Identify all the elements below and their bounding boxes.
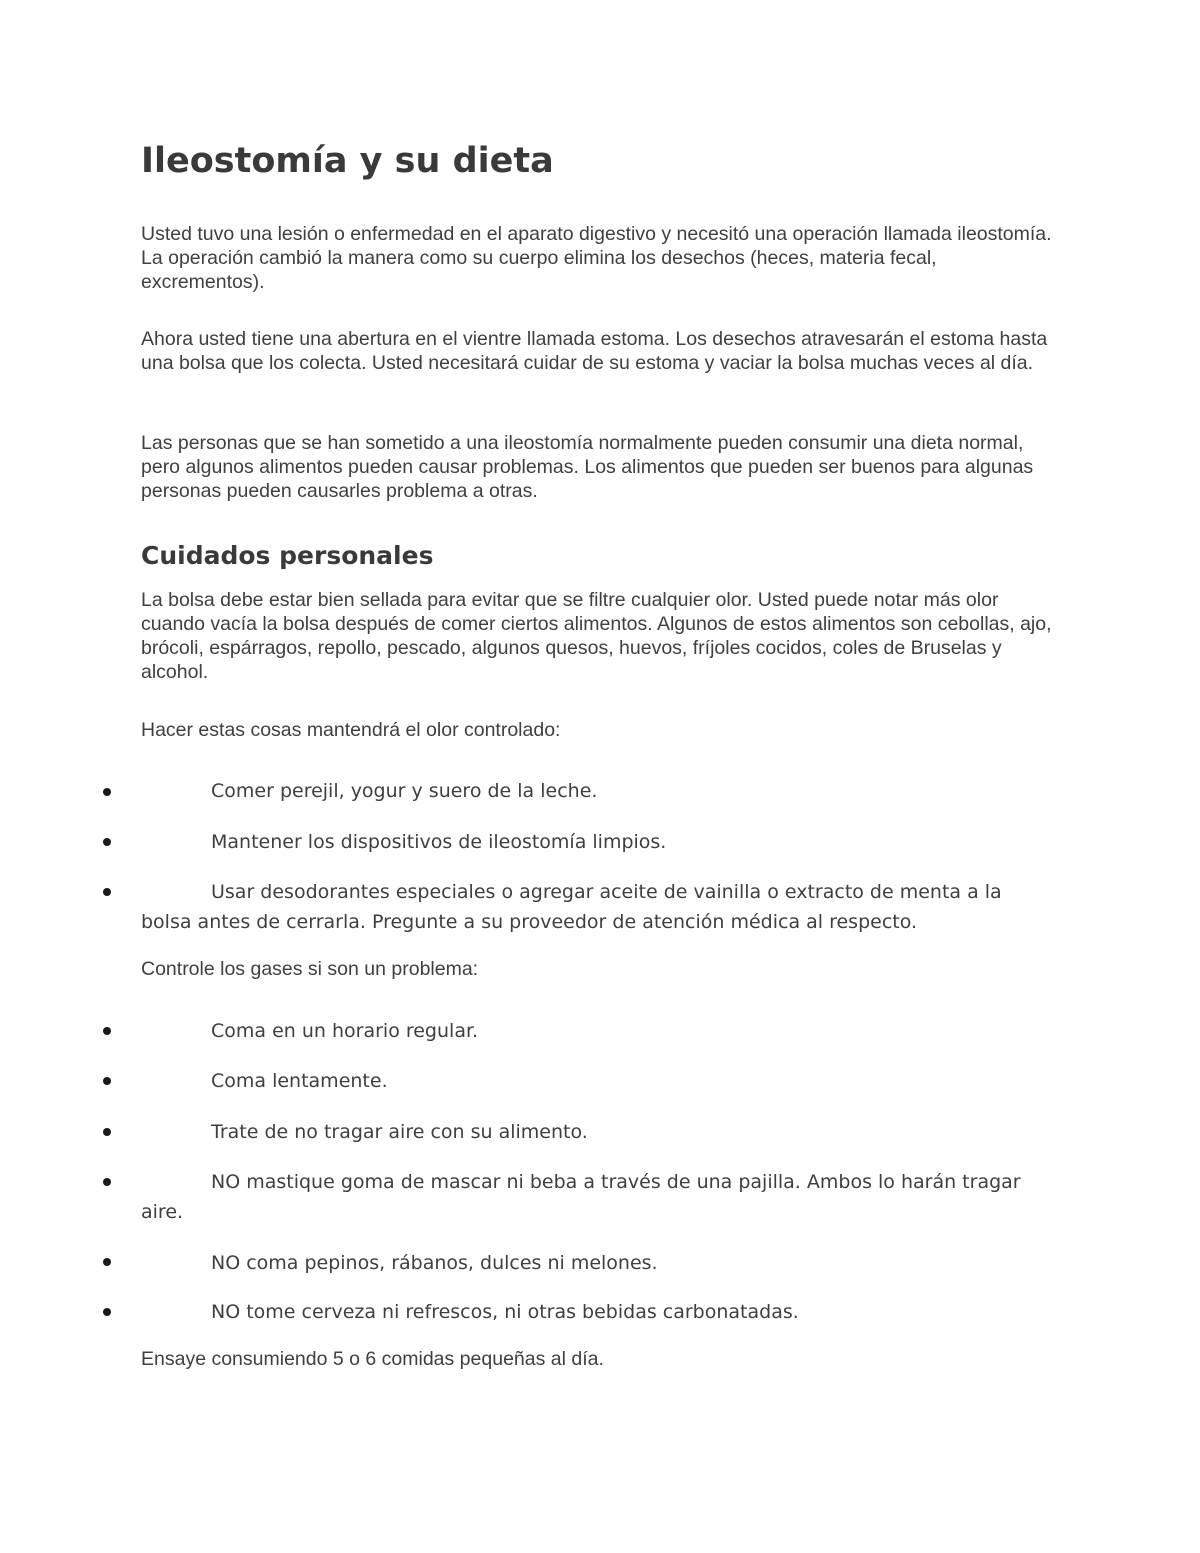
bullet-icon bbox=[103, 1258, 111, 1266]
intro-paragraph-2: Ahora usted tiene una abertura en el vientre llamada estoma. Los desechos atravesarán el estoma hasta una bolsa que los colecta. Usted necesitará cuidar de su estoma y vaciar la bolsa muchas veces al día. bbox=[141, 328, 1048, 374]
gas-list-item-6: NO tome cerveza ni refrescos, ni otras bebidas carbonatadas. bbox=[211, 1301, 799, 1323]
odor-list-item-3: Usar desodorantes especiales o agregar aceite de vainilla o extracto de menta a la bolsa antes de cerrarla. Pregunte a su proveedor de atención médica al respecto. bbox=[141, 881, 1002, 933]
section-paragraph: La bolsa debe estar bien sellada para evitar que se filtre cualquier olor. Usted puede notar más olor cuando vacía la bolsa después de comer ciertos alimentos. Algunos de estos alimentos son cebollas, ajo, brócoli, espárragos, repollo, pescado, algunos quesos, huevos, fríjoles cocidos, coles de Bruselas y alcohol. bbox=[141, 589, 1052, 683]
odor-intro: Hacer estas cosas mantendrá el olor controlado: bbox=[141, 719, 561, 741]
gas-list-item-5: NO coma pepinos, rábanos, dulces ni melones. bbox=[211, 1252, 658, 1274]
gas-list-item-1: Coma en un horario regular. bbox=[211, 1020, 479, 1042]
intro-paragraph-1: Usted tuvo una lesión o enfermedad en el aparato digestivo y necesitó una operación llamada ileostomía. La operación cambió la manera como su cuerpo elimina los desechos (heces, materia fecal, excrementos). bbox=[141, 223, 1052, 293]
gas-list-item-4: NO mastique goma de mascar ni beba a través de una pajilla. Ambos lo harán tragar aire. bbox=[141, 1171, 1021, 1223]
bullet-icon bbox=[103, 1178, 111, 1186]
bullet-icon bbox=[103, 1128, 111, 1136]
gas-list-item-2: Coma lentamente. bbox=[211, 1070, 388, 1092]
bullet-icon bbox=[103, 1027, 111, 1035]
gas-intro: Controle los gases si son un problema: bbox=[141, 958, 479, 980]
closing-paragraph: Ensaye consumiendo 5 o 6 comidas pequeñas al día. bbox=[141, 1348, 604, 1370]
bullet-icon bbox=[103, 888, 111, 896]
bullet-icon bbox=[103, 1077, 111, 1085]
bullet-icon bbox=[103, 788, 111, 796]
section-heading: Cuidados personales bbox=[141, 541, 434, 570]
gas-list-item-3: Trate de no tragar aire con su alimento. bbox=[211, 1121, 588, 1143]
odor-list-item-2: Mantener los dispositivos de ileostomía limpios. bbox=[211, 831, 667, 853]
bullet-icon bbox=[103, 838, 111, 846]
intro-paragraph-3: Las personas que se han sometido a una ileostomía normalmente pueden consumir una dieta normal, pero algunos alimentos pueden causar problemas. Los alimentos que pueden ser buenos para algunas personas pueden causarles problema a otras. bbox=[141, 432, 1034, 502]
odor-list-item-1: Comer perejil, yogur y suero de la leche. bbox=[211, 780, 598, 802]
bullet-icon bbox=[103, 1308, 111, 1316]
page-title: Ileostomía y su dieta bbox=[141, 141, 554, 181]
